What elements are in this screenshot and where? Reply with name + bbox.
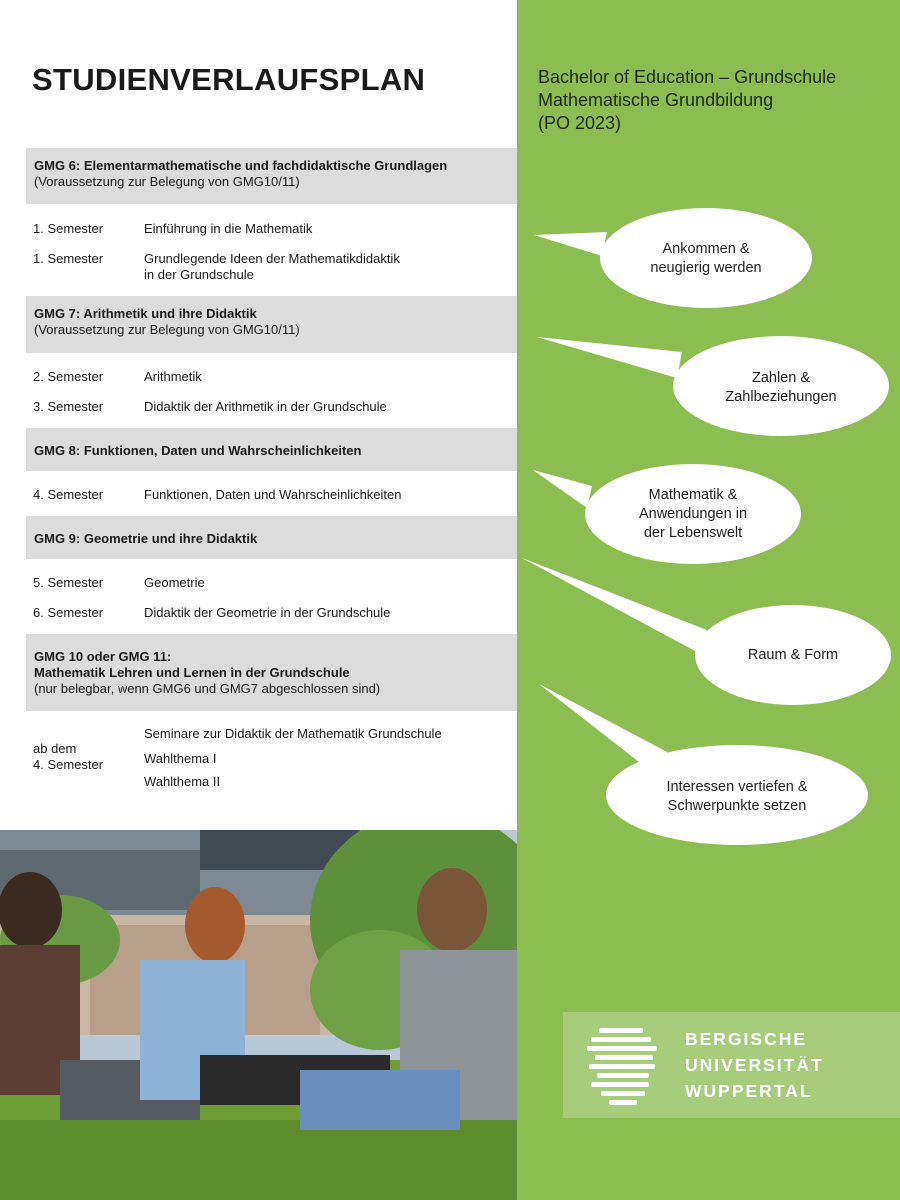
semester-label: 3. Semester xyxy=(33,399,104,414)
bubble-text: Raum & Form xyxy=(747,647,839,663)
module-header-gmg6 xyxy=(26,148,517,204)
course-name: Wahlthema II xyxy=(144,774,221,789)
course-name: Geometrie xyxy=(144,575,205,590)
course-name: Einführung in die Mathematik xyxy=(144,221,313,236)
university-name: BERGISCHE UNIVERSITÄT WUPPERTAL xyxy=(685,1029,824,1101)
course-name: Didaktik der Arithmetik in der Grundschule xyxy=(144,399,387,414)
page-title: STUDIENVERLAUFSPLAN xyxy=(32,62,426,97)
semester-label: 5. Semester xyxy=(33,575,104,590)
speech-bubble-tail xyxy=(537,337,682,378)
module-title: GMG 10 oder GMG 11: xyxy=(34,649,172,664)
module-note: (Voraussetzung zur Belegung von GMG10/11) xyxy=(34,322,300,337)
program-subtitle: Bachelor of Education – Grundschule Mathematische Grundbildung (PO 2023) xyxy=(538,67,837,133)
plan-panel xyxy=(0,0,517,830)
course-name: Arithmetik xyxy=(144,369,202,384)
module-header-gmg9 xyxy=(26,516,517,559)
bubble-text: Zahlen & Zahlbeziehungen xyxy=(725,370,837,405)
module-header-gmg7 xyxy=(26,296,517,353)
semester-label: 2. Semester xyxy=(33,369,104,384)
lion-icon xyxy=(581,1020,671,1110)
semester-label: 1. Semester xyxy=(33,251,104,266)
module-title-2: Mathematik Lehren und Lernen in der Grundschule xyxy=(34,665,350,680)
course-name: Didaktik der Geometrie in der Grundschule xyxy=(144,605,391,620)
semester-label: 1. Semester xyxy=(33,221,104,236)
bubble-text: Ankommen & neugierig werden xyxy=(650,241,762,276)
module-note: (nur belegbar, wenn GMG6 und GMG7 abgeschlossen sind) xyxy=(34,681,381,696)
semester-label: 4. Semester xyxy=(33,487,104,502)
module-title: GMG 7: Arithmetik und ihre Didaktik xyxy=(34,306,257,321)
semester-label: ab dem 4. Semester xyxy=(33,741,104,772)
course-name: Funktionen, Daten und Wahrscheinlichkeiten xyxy=(144,487,402,502)
course-name: Wahlthema I xyxy=(144,751,217,766)
module-header-gmg10-11 xyxy=(26,634,517,711)
speech-bubble-tail xyxy=(533,470,592,508)
course-name: Grundlegende Ideen der Mathematikdidaktik in der Grundschule xyxy=(144,251,400,282)
bubble-text: Interessen vertiefen & Schwerpunkte setzen xyxy=(666,779,808,814)
students-on-lawn-photo xyxy=(0,830,517,1200)
university-logo xyxy=(563,1012,900,1118)
module-note: (Voraussetzung zur Belegung von GMG10/11) xyxy=(34,174,300,189)
course-name: Seminare zur Didaktik der Mathematik Grundschule xyxy=(144,726,442,741)
module-title: GMG 8: Funktionen, Daten und Wahrscheinlichkeiten xyxy=(34,443,362,458)
module-title: GMG 9: Geometrie und ihre Didaktik xyxy=(34,531,258,546)
bubble-text: Mathematik & Anwendungen in der Lebenswelt xyxy=(638,487,748,541)
module-title: GMG 6: Elementarmathematische und fachdidaktische Grundlagen xyxy=(34,158,448,173)
speech-bubbles xyxy=(517,0,900,900)
module-header-gmg8 xyxy=(26,428,517,471)
semester-label: 6. Semester xyxy=(33,605,104,620)
speech-bubble-tail xyxy=(522,558,707,652)
